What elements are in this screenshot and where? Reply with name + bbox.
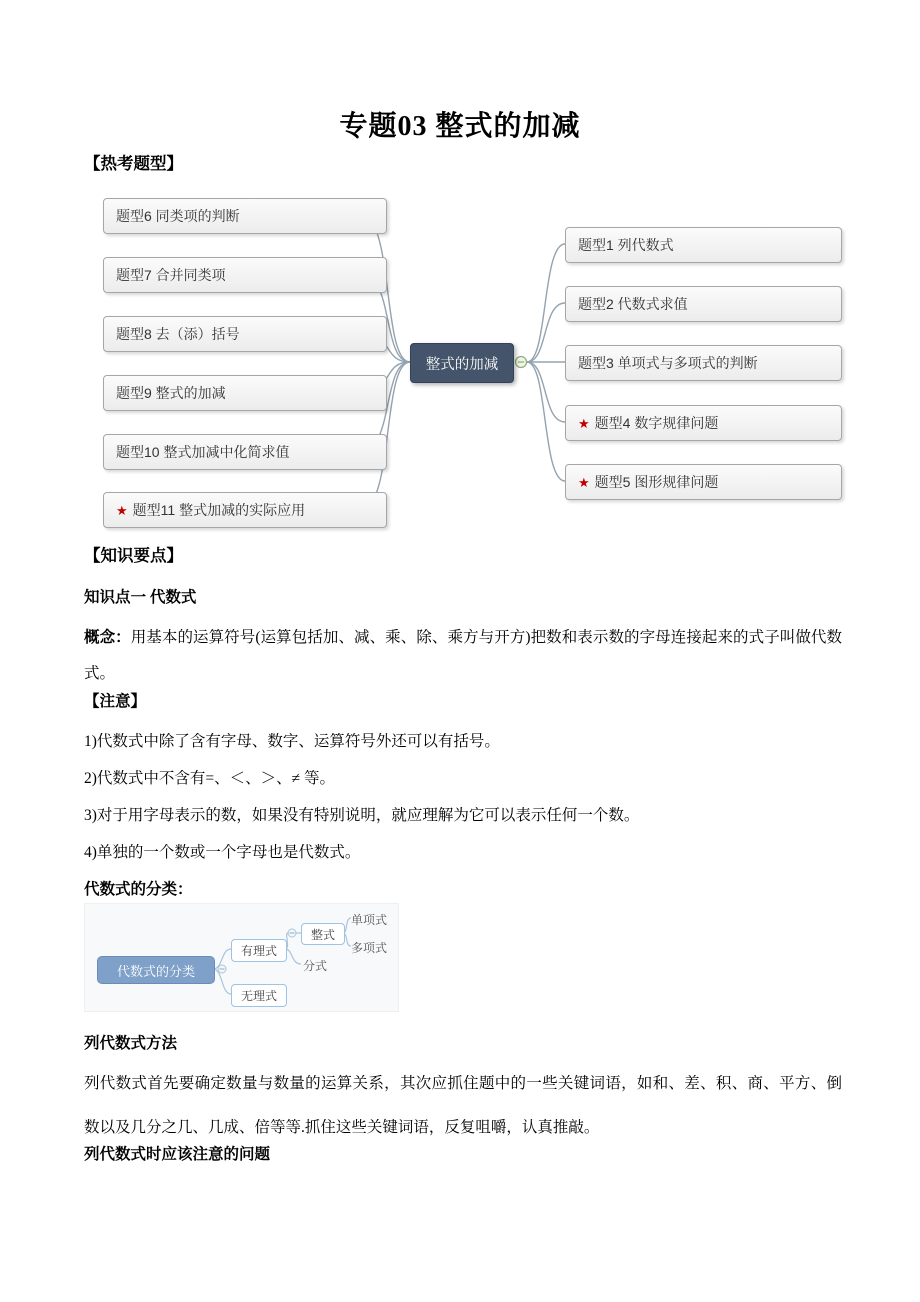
- heading-knowledge-points: 【知识要点】: [84, 546, 183, 565]
- mindmap-center-node: 整式的加减: [410, 343, 514, 383]
- node-label: 题型1 列代数式: [578, 237, 674, 253]
- classification-node-monomial: 单项式: [351, 913, 388, 927]
- node-label: 题型7 合并同类项: [116, 267, 226, 283]
- concept-paragraph: [84, 620, 842, 692]
- mindmap-node-type7: [103, 257, 387, 293]
- mindmap-node-type3: [565, 345, 842, 381]
- minus-circle-icon: [288, 929, 296, 937]
- concept-label: 概念：: [84, 629, 131, 646]
- mindmap-figure: [0, 190, 920, 542]
- classification-node-irrational: 无理式: [231, 984, 287, 1007]
- node-label: 题型3 单项式与多项式的判断: [578, 355, 758, 371]
- mindmap-node-type8: [103, 316, 387, 352]
- page-title: 专题03 整式的加减: [339, 111, 581, 142]
- heading-knowledge-point-1: 知识点一 代数式: [84, 589, 197, 606]
- mindmap-node-type5: [565, 464, 842, 500]
- mindmap-node-type2: [565, 286, 842, 322]
- mindmap-node-type6: [103, 198, 387, 234]
- node-label: 题型6 同类项的判断: [116, 208, 240, 224]
- method-paragraph: 列代数式首先要确定数量与数量的运算关系，其次应抓住题中的一些关键词语，如和、差、积、商、平方、倒数以及几分之几、几成、倍等等.抓住这些关键词语，反复咀嚼，认真推敲。: [84, 1075, 842, 1136]
- classification-node-integral: 整式: [301, 923, 345, 945]
- note-item-1: 1)代数式中除了含有字母、数字、运算符号外还可以有括号。: [84, 733, 500, 750]
- note-item-3: 3)对于用字母表示的数，如果没有特别说明，就应理解为它可以表示任何一个数。: [84, 807, 640, 824]
- heading-hot-types: 【热考题型】: [84, 154, 183, 173]
- heading-attention: 列代数式时应该注意的问题: [84, 1146, 271, 1163]
- node-label: 题型5 图形规律问题: [594, 474, 719, 490]
- heading-note: 【注意】: [84, 693, 147, 710]
- concept-text: 用基本的运算符号(运算包括加、减、乘、除、乘方与开方)把数和表示数的字母连接起来的式子叫做代数式。: [84, 629, 842, 682]
- classification-root-node: 代数式的分类: [97, 956, 215, 984]
- heading-classification: 代数式的分类：: [84, 881, 193, 898]
- node-label: 题型2 代数式求值: [578, 296, 688, 312]
- classification-node-fraction: 分式: [303, 959, 328, 973]
- mindmap-node-type1: [565, 227, 842, 263]
- classification-node-rational: 有理式: [231, 939, 287, 962]
- star-icon: ★: [578, 474, 590, 490]
- star-icon: ★: [116, 502, 128, 518]
- node-label: 题型4 数字规律问题: [594, 415, 719, 431]
- collapse-handle-icon: [516, 357, 527, 368]
- star-icon: ★: [578, 415, 590, 431]
- heading-method: 列代数式方法: [84, 1035, 178, 1052]
- node-label: 题型8 去（添）括号: [116, 326, 240, 342]
- node-label: 题型10 整式加减中化简求值: [116, 444, 290, 460]
- note-item-4: 4)单独的一个数或一个字母也是代数式。: [84, 844, 361, 861]
- classification-node-polynomial: 多项式: [351, 941, 388, 955]
- node-label: 题型11 整式加减的实际应用: [132, 502, 306, 518]
- note-item-2: 2)代数式中不含有=、＜、＞、≠ 等。: [84, 770, 336, 787]
- classification-figure: [84, 903, 399, 1012]
- minus-circle-icon: [218, 965, 226, 973]
- mindmap-node-type10: [103, 434, 387, 470]
- mindmap-node-type11: [103, 492, 387, 528]
- mindmap-node-type4: [565, 405, 842, 441]
- node-label: 题型9 整式的加减: [116, 385, 226, 401]
- mindmap-node-type9: [103, 375, 387, 411]
